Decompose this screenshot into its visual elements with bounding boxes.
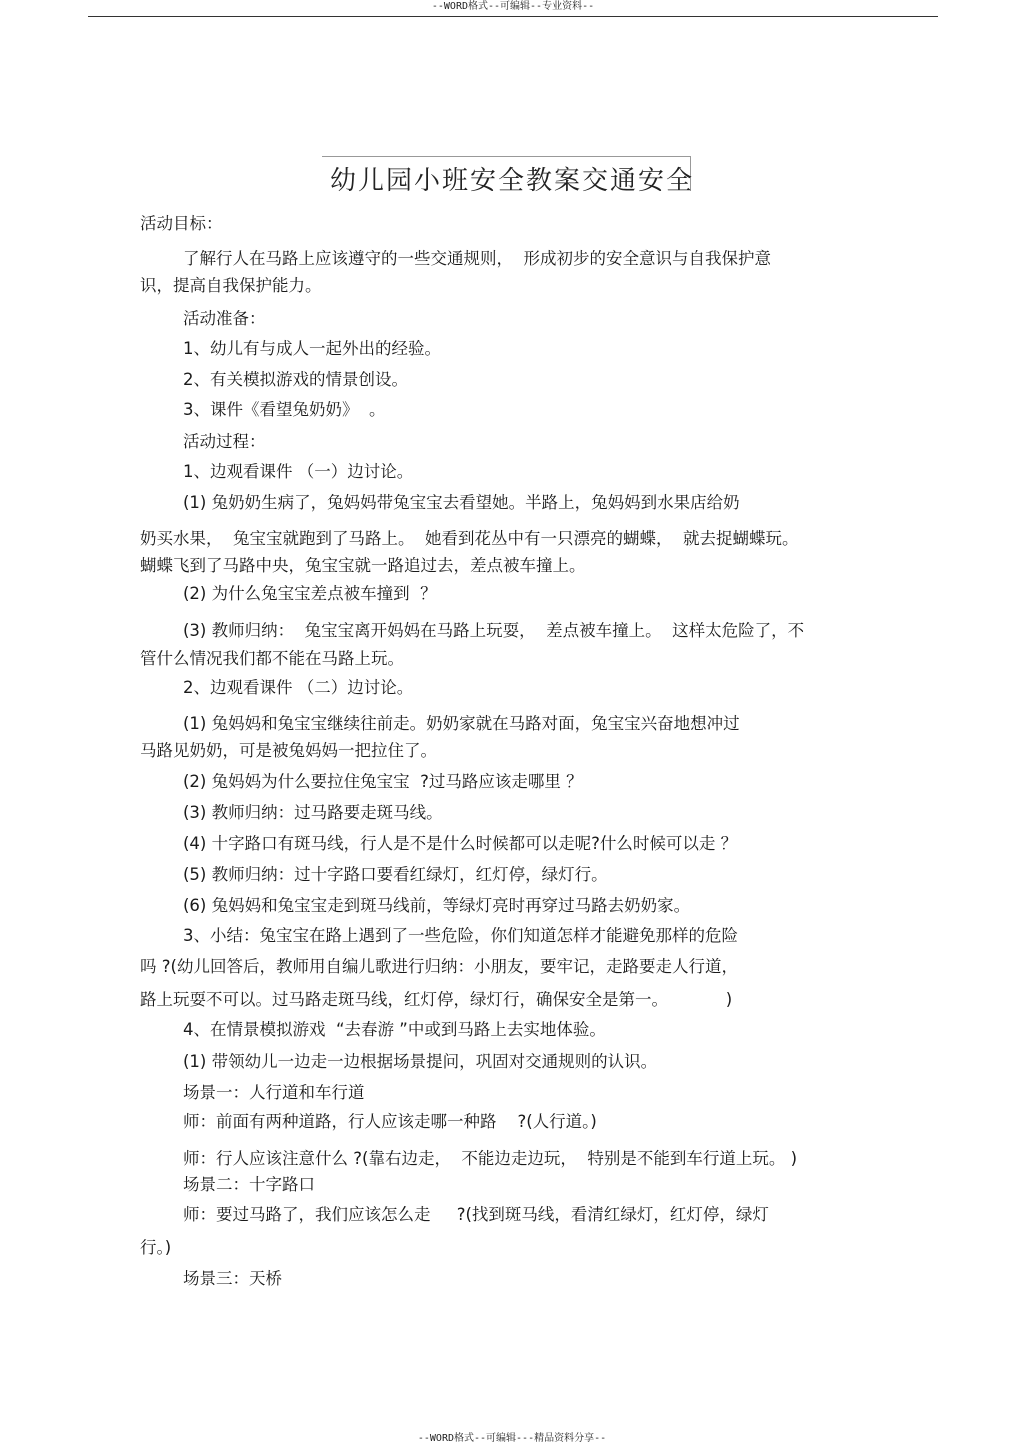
- text-line: 蝴蝶飞到了马路中央，兔宝宝就一路追过去，差点被车撞上。: [140, 556, 586, 575]
- text-line: 活动准备：: [183, 309, 266, 328]
- text-line: 了解行人在马路上应该遵守的一些交通规则， 形成初步的安全意识与自我保护意: [183, 249, 771, 268]
- text-line: 路上玩耍不可以。过马路走斑马线，红灯停，绿灯行，确保安全是第一。 ): [140, 990, 733, 1009]
- text-line: 师：行人应该注意什么 ?(靠右边走， 不能边走边玩， 特别是不能到车行道上玩。 ): [183, 1149, 798, 1168]
- text-line: (6) 兔妈妈和兔宝宝走到斑马线前，等绿灯亮时再穿过马路去奶奶家。: [183, 896, 691, 915]
- text-line: 场景一：人行道和车行道: [183, 1083, 365, 1102]
- text-line: (3) 教师归纳： 兔宝宝离开妈妈在马路上玩耍， 差点被车撞上。 这样太危险了，不: [183, 621, 805, 640]
- page-footer: --WORD格式--可编辑---精品资料分享--: [417, 1433, 607, 1444]
- text-line: (1) 兔奶奶生病了，兔妈妈带兔宝宝去看望她。半路上，兔妈妈到水果店给奶: [183, 493, 740, 512]
- text-line: 2、有关模拟游戏的情景创设。: [183, 370, 408, 389]
- text-line: (2) 为什么兔宝宝差点被车撞到 ？: [183, 584, 437, 603]
- text-line: 场景二：十字路口: [183, 1175, 315, 1194]
- text-line: 识，提高自我保护能力。: [140, 276, 322, 295]
- text-line: (4) 十字路口有斑马线，行人是不是什么时候都可以走呢?什么时候可以走 ？: [183, 834, 738, 853]
- text-line: (1) 带领幼儿一边走一边根据场景提问，巩固对交通规则的认识。: [183, 1052, 658, 1071]
- text-line: 行。): [140, 1238, 172, 1257]
- text-line: 活动目标：: [140, 214, 223, 233]
- text-line: 4、在情景模拟游戏 “去春游 ”中或到马路上去实地体验。: [183, 1020, 606, 1039]
- text-line: 1、幼儿有与成人一起外出的经验。: [183, 339, 441, 358]
- document-title: 幼儿园小班安全教案交通安全: [329, 166, 694, 196]
- text-line: 管什么情况我们都不能在马路上玩。: [140, 649, 404, 668]
- text-line: (3) 教师归纳：过马路要走斑马线。: [183, 803, 443, 822]
- text-line: 师：前面有两种道路，行人应该走哪一种路 ?(人行道。): [183, 1112, 597, 1131]
- text-line: 3、课件《看望兔奶奶》 。: [183, 400, 386, 419]
- text-line: 2、边观看课件 （二）边讨论。: [183, 678, 414, 697]
- text-line: (5) 教师归纳：过十字路口要看红绿灯，红灯停，绿灯行。: [183, 865, 608, 884]
- text-line: 马路见奶奶，可是被兔妈妈一把拉住了。: [140, 741, 437, 760]
- text-line: 师：要过马路了，我们应该怎么走 ?(找到斑马线，看清红绿灯，红灯停，绿灯: [183, 1205, 769, 1224]
- text-line: (1) 兔妈妈和兔宝宝继续往前走。奶奶家就在马路对面，兔宝宝兴奋地想冲过: [183, 714, 740, 733]
- text-line: 3、小结：兔宝宝在路上遇到了一些危险，你们知道怎样才能避免那样的危险: [183, 926, 738, 945]
- text-line: 活动过程：: [183, 432, 266, 451]
- text-line: (2) 兔妈妈为什么要拉住兔宝宝 ?过马路应该走哪里 ？: [183, 772, 583, 791]
- text-line: 奶买水果， 兔宝宝就跑到了马路上。 她看到花丛中有一只漂亮的蝴蝶， 就去捉蝴蝶玩。: [140, 529, 799, 548]
- text-line: 1、边观看课件 （一）边讨论。: [183, 462, 414, 481]
- text-line: 吗 ?(幼儿回答后，教师用自编儿歌进行归纳：小朋友，要牢记，走路要走人行道，: [140, 957, 738, 976]
- text-line: 场景三：天桥: [183, 1269, 282, 1288]
- page-header: --WORD格式--可编辑--专业资料--: [88, 0, 938, 17]
